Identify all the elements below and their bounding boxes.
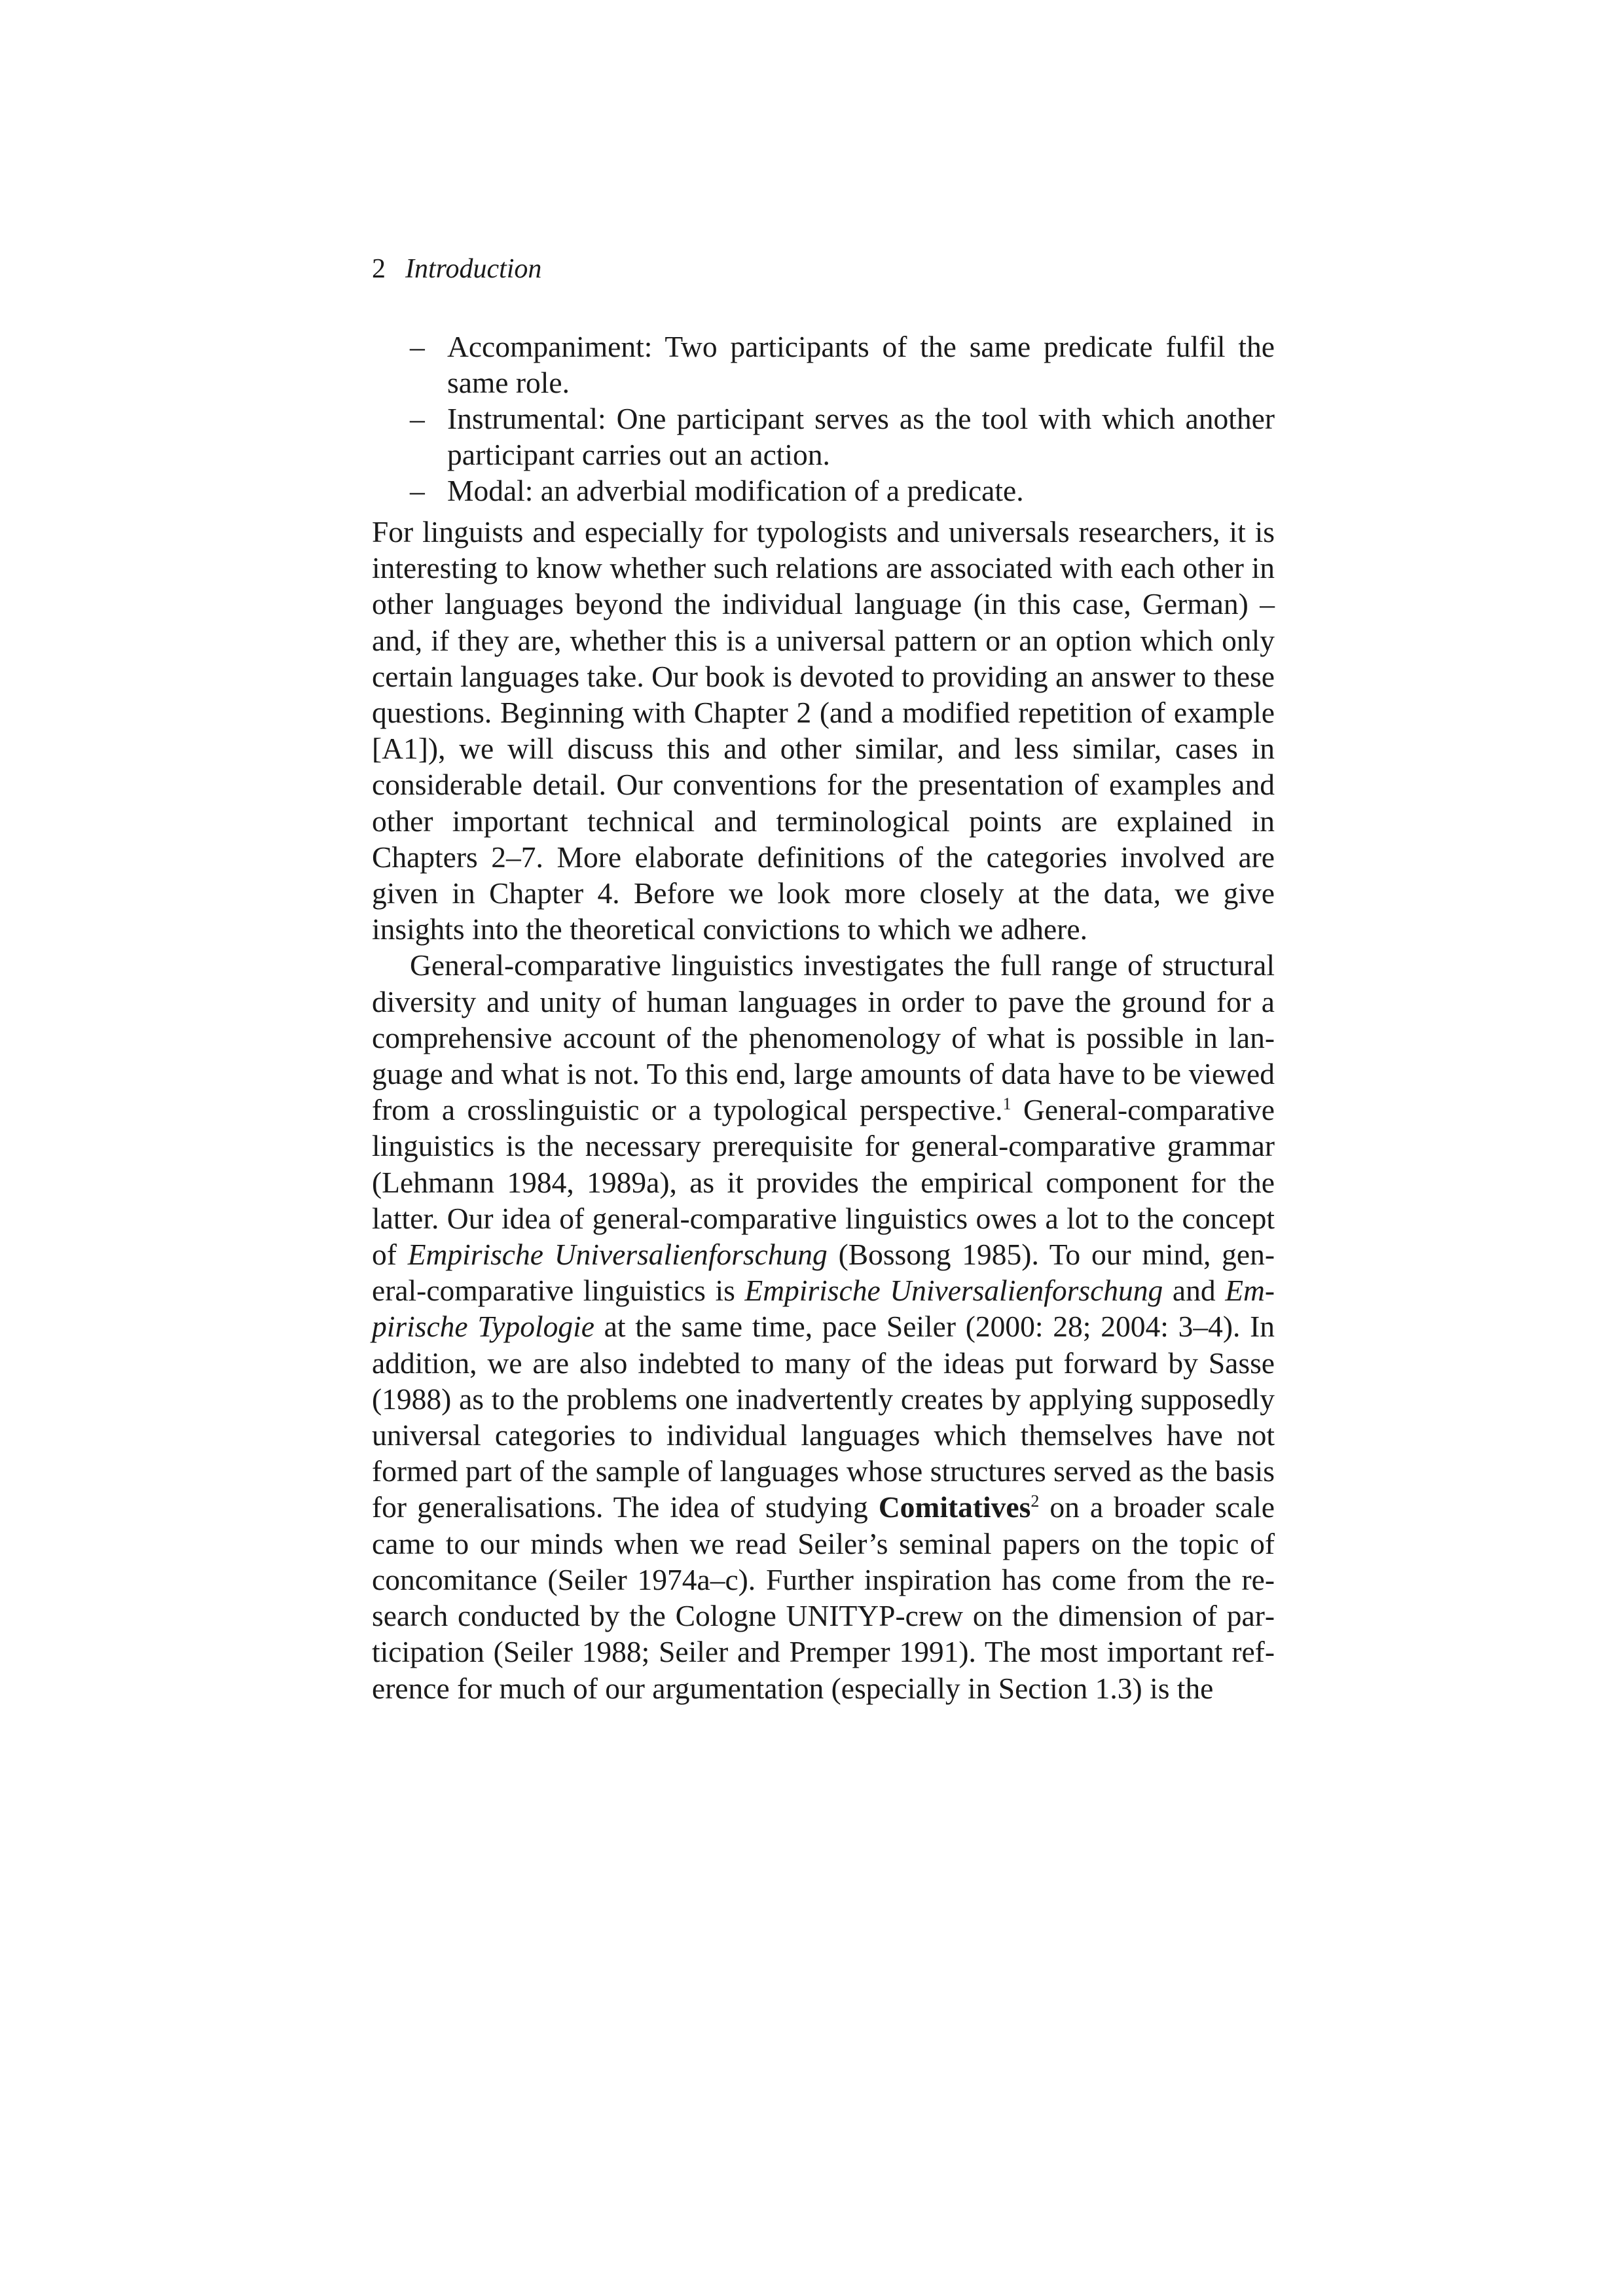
list-dash: – — [410, 402, 425, 435]
list-item-text: Accompaniment: Two participants of the same predicate fulfil the same role. — [447, 330, 1275, 399]
footnote-ref-2[interactable]: 2 — [1030, 1492, 1040, 1511]
list-item-modal — [410, 473, 1275, 509]
paragraph-1: For linguists and especially for typologists and universals researchers, it is interesting to know whether such relations are associated with each other in other languages beyond the individual language (in this case, German) – and, if they are, whether this is a universal pattern or an option which only certain languages take. Our book is devoted to providing an answer to these questions. Beginning with Chapter 2 (and a modified repetition of example [A1]), we will discuss this and other similar, and less similar, cases in considerable detail. Our conventions for the presentation of examples and other important technical and terminological points are explained in Chapters 2–7. More elaborate definitions of the categories involved are given in Chapter 4. Before we look more closely at the data, we give insights into the theoretical convictions to which we adhere. — [372, 515, 1275, 946]
list-item-text: Instrumental: One participant serves as the tool with which another participant carries out an action. — [447, 402, 1275, 471]
running-title: Introduction — [405, 254, 542, 284]
term-comitatives: Comitatives — [878, 1490, 1031, 1524]
para2-s3: (Bossong 1985). To our mind, general-comparative linguistics is — [372, 1238, 1275, 1308]
para2-s5: at the same time, pace Seiler (2000: 28; 2004: 3–4). In addition, we are also indebted to many of the ideas put forward by Sasse (1988) as to the problems one inadvertently creates by applying supposedly universal categories to individual languages which themselves have not formed part of the sample of languages whose structures served as the basis for generalisations. The idea of studying — [372, 1310, 1275, 1524]
page-number: 2 — [372, 254, 386, 284]
list-item-text: Modal: an adverbial modification of a predicate. — [447, 474, 1024, 507]
list-dash: – — [410, 330, 425, 363]
term-empirische-universalienforschung: Empirische Universalienforschung — [407, 1238, 828, 1272]
term-empirische-universalienforschung-2: Empirische Universalienforschung — [744, 1274, 1163, 1308]
para2-s4: and — [1163, 1274, 1226, 1308]
list-item-instrumental — [410, 401, 1275, 473]
relation-types-list — [410, 329, 1275, 509]
list-item-accompaniment — [410, 329, 1275, 401]
footnote-ref-1[interactable]: 1 — [1002, 1094, 1012, 1114]
para2-s6: on a broader scale came to our minds when we read Seiler’s seminal papers on the topic of concomitance (Seiler 1974a–c). Further inspiration has come from the research conducted by the Cologne UNITYP-crew on the dimension of participation (Seiler 1988; Seiler and Premper 1991). The most important reference for much of our argumentation (especially in Section 1.3) is the — [372, 1490, 1275, 1705]
term-empirische-typologie: Empirische Typologie — [372, 1274, 1275, 1344]
list-dash: – — [410, 474, 425, 507]
para2-s1: General-comparative linguistics investigates the full range of structural diversity and unity of human languages in order to pave the ground for a comprehensive account of the phenomenology of what is possible in language and what is not. To this end, large amounts of data have to be viewed from a crosslinguistic or a typological perspective. — [372, 948, 1275, 1127]
body-text — [372, 514, 1275, 1706]
para2-s2: General-comparative linguistics is the necessary prerequisite for general-comparative grammar (Lehmann 1984, 1989a), as it provides the empirical component for the latter. Our idea of general-comparative linguistics owes a lot to the concept of — [372, 1093, 1275, 1272]
paragraph-2 — [372, 947, 1275, 1706]
running-header — [372, 252, 541, 286]
